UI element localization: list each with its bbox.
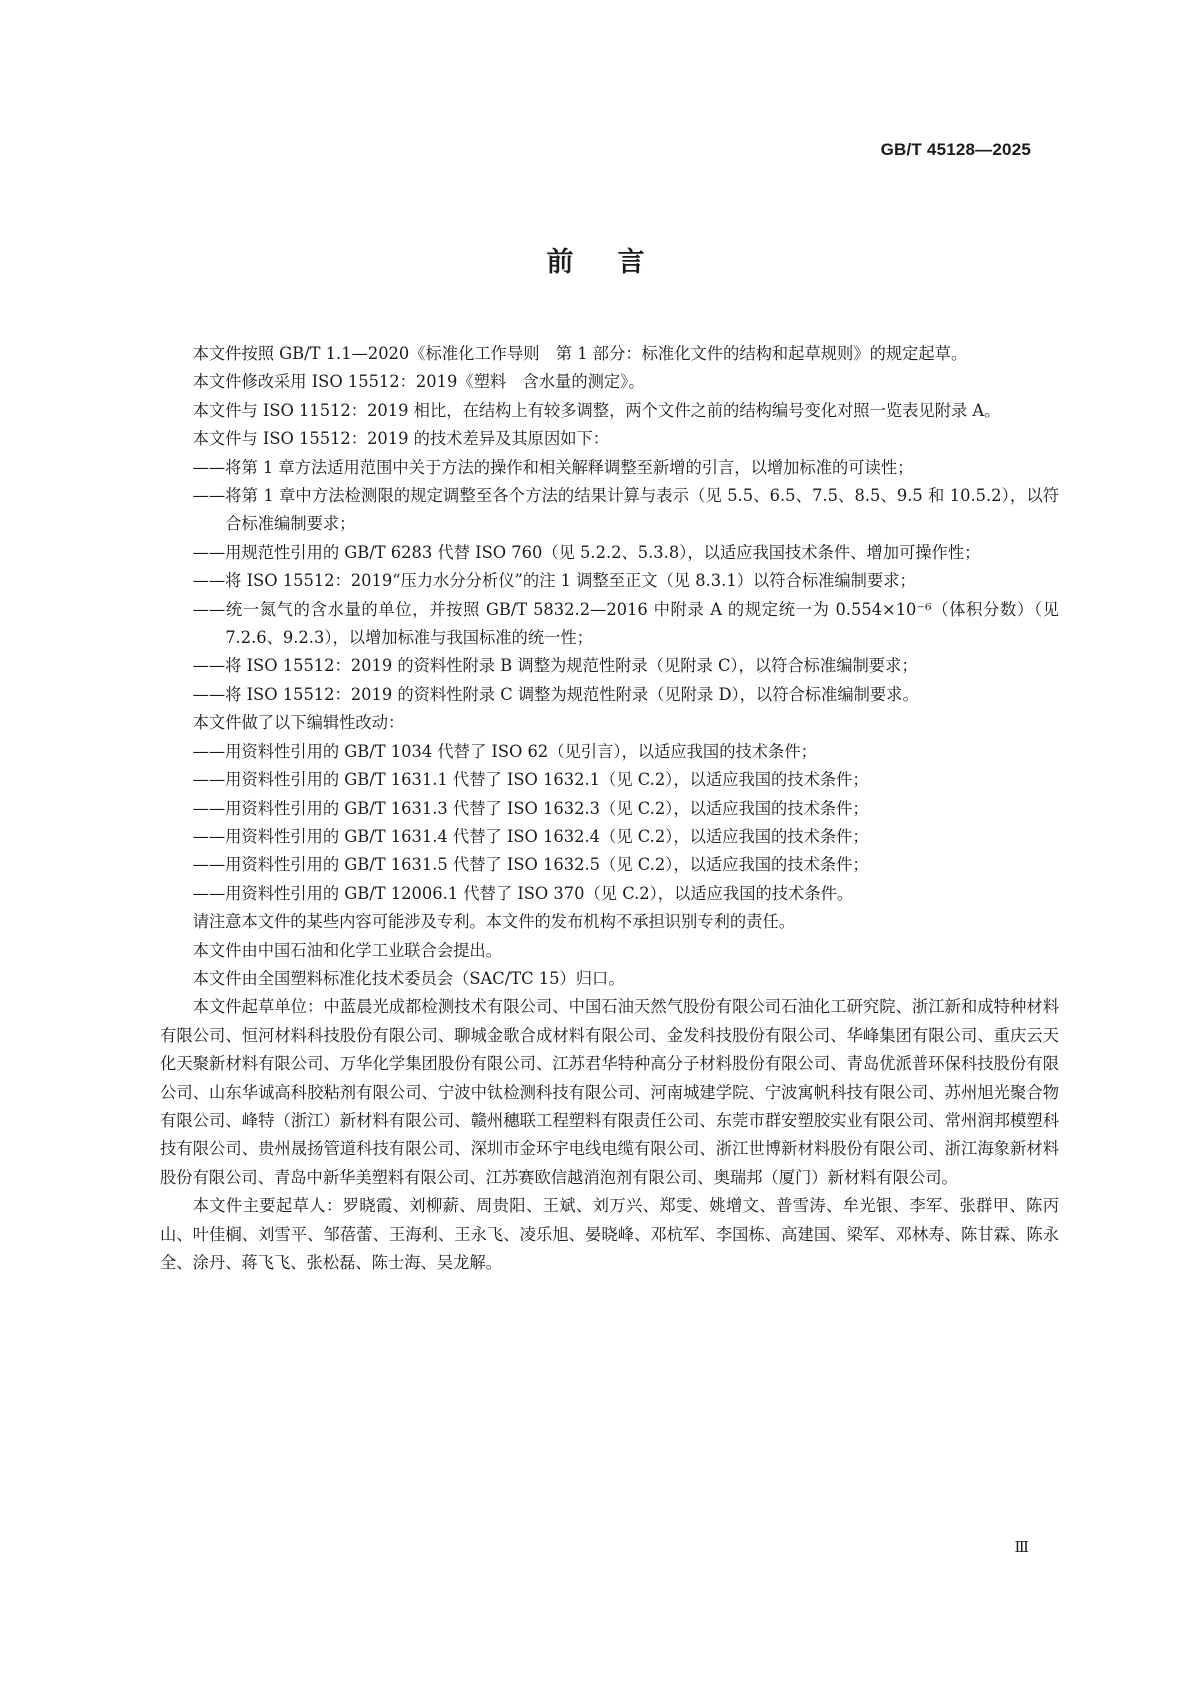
paragraph: 本文件主要起草人：罗晓霞、刘柳薪、周贵阳、王斌、刘万兴、郑雯、姚增文、普雪涛、牟光银、李军、张群甲、陈丙山、叶佳榈、刘雪平、邹蓓蕾、王海利、王永飞、凌乐旭、晏晓峰、邓杭军、李国栋、高建国、梁军、邓林寿、陈甘霖、陈永全、涂丹、蒋飞飞、张松磊、陈士海、吴龙解。 [160, 1196, 1059, 1272]
dash-list-item: ——将 ISO 15512：2019 的资料性附录 C 调整为规范性附录（见附录 D），以符合标准编制要求。 [192, 684, 919, 704]
paragraph: 请注意本文件的某些内容可能涉及专利。本文件的发布机构不承担识别专利的责任。 [192, 912, 796, 932]
paragraph: 本文件由中国石油和化学工业联合会提出。 [192, 940, 502, 960]
paragraph: 本文件修改采用 ISO 15512：2019《塑料 含水量的测定》。 [192, 372, 645, 392]
page-number: Ⅲ [1014, 1538, 1029, 1556]
dash-list-item: ——统一氮气的含水量的单位，并按照 GB/T 5832.2—2016 中附录 A 的规定统一为 0.554×10⁻⁶（体积分数）（见 7.2.6、9.2.3），以增加标准与我国标准的统一性； [192, 599, 1059, 648]
paragraph: 本文件做了以下编辑性改动： [192, 713, 405, 733]
dash-list-item: ——用资料性引用的 GB/T 1631.4 代替了 ISO 1632.4（见 C.2），以适应我国的技术条件； [192, 826, 869, 846]
dash-list-item: ——将第 1 章中方法检测限的规定调整至各个方法的结果计算与表示（见 5.5、6.5、7.5、8.5、9.5 和 10.5.2），以符合标准编制要求； [192, 486, 1059, 534]
dash-list-item: ——将第 1 章方法适用范围中关于方法的操作和相关解释调整至新增的引言，以增加标准的可读性； [192, 457, 914, 477]
dash-list-item: ——将 ISO 15512：2019“压力水分分析仪”的注 1 调整至正文（见 8.3.1）以符合标准编制要求； [192, 571, 916, 591]
dash-list-item: ——用资料性引用的 GB/T 1631.3 代替了 ISO 1632.3（见 C.2），以适应我国的技术条件； [192, 798, 869, 818]
paragraph: 本文件按照 GB/T 1.1—2020《标准化工作导则 第 1 部分：标准化文件的结构和起草规则》的规定起草。 [192, 344, 968, 363]
page-title: 前言 [546, 247, 689, 278]
dash-list-item: ——用资料性引用的 GB/T 1631.5 代替了 ISO 1632.5（见 C.2），以适应我国的技术条件； [192, 855, 869, 875]
paragraph: 本文件与 ISO 15512：2019 的技术差异及其原因如下： [192, 429, 610, 449]
paragraph: 本文件起草单位：中蓝晨光成都检测技术有限公司、中国石油天然气股份有限公司石油化工研究院、浙江新和成特种材料有限公司、恒河材料科技股份有限公司、聊城金歌合成材料有限公司、金发科技股份有限公司、华峰集团有限公司、重庆云天化天聚新材料有限公司、万华化学集团股份有限公司、江苏君华特种高分子材料股份有限公司、青岛优派普环保科技股份有限公司、山东华诚高科胶粘剂有限公司、宁波中钛检测科技有限公司、河南城建学院、宁波寓帆科技有限公司、苏州旭光聚合物有限公司、峰特（浙江）新材料有限公司、赣州穗联工程塑料有限责任公司、东莞市群安塑胶实业有限公司、常州润邦模塑科技有限公司、贵州晟扬管道科技有限公司、深圳市金环宇电线电缆有限公司、浙江世博新材料股份有限公司、浙江海象新材料股份有限公司、青岛中新华美塑料有限公司、江苏赛欧信越消泡剂有限公司、奥瑞邦（厦门）新材料有限公司。 [160, 997, 1059, 1187]
paragraph: 本文件由全国塑料标准化技术委员会（SAC/TC 15）归口。 [192, 968, 625, 988]
dash-list-item: ——用资料性引用的 GB/T 1034 代替了 ISO 62（见引言），以适应我国的技术条件； [192, 741, 817, 761]
dash-list-item: ——用规范性引用的 GB/T 6283 代替 ISO 760（见 5.2.2、5.3.8），以适应我国技术条件、增加可操作性； [192, 542, 981, 562]
foreword-body [160, 340, 1059, 1277]
dash-list-item: ——用资料性引用的 GB/T 1631.1 代替了 ISO 1632.1（见 C.2），以适应我国的技术条件； [192, 770, 869, 790]
paragraph: 本文件与 ISO 11512：2019 相比，在结构上有较多调整，两个文件之前的结构编号变化对照一览表见附录 A。 [192, 400, 1001, 420]
dash-list-item: ——将 ISO 15512：2019 的资料性附录 B 调整为规范性附录（见附录 C），以符合标准编制要求； [192, 656, 918, 676]
dash-list-item: ——用资料性引用的 GB/T 12006.1 代替了 ISO 370（见 C.2），以适应我国的技术条件。 [192, 883, 854, 903]
document-code: GB/T 45128—2025 [880, 140, 1031, 159]
